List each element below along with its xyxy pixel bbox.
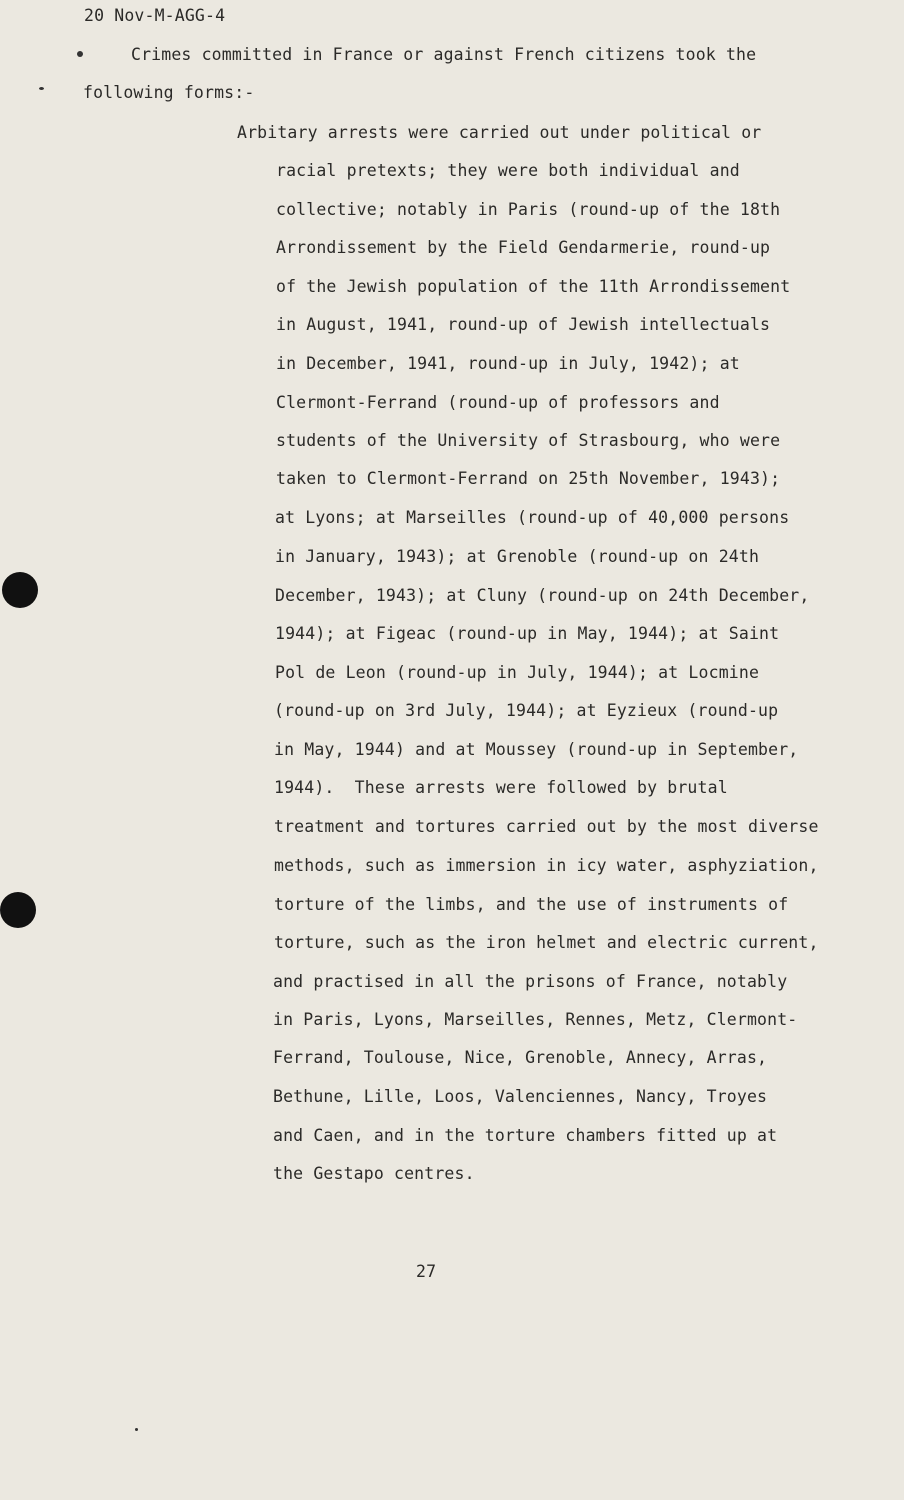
body-line: and practised in all the prisons of France, notably [273, 972, 788, 991]
body-line: (round-up on 3rd July, 1944); at Eyzieux (round-up [274, 701, 779, 720]
body-line: students of the University of Strasbourg, who were [276, 431, 781, 450]
punch-hole-top [2, 572, 38, 608]
body-line: Clermont-Ferrand (round-up of professors and [276, 393, 720, 412]
page-number: 27 [416, 1262, 437, 1281]
body-line: treatment and tortures carried out by the most diverse [274, 817, 819, 836]
body-line: the Gestapo centres. [273, 1164, 475, 1183]
intro-line: following forms:- [83, 83, 255, 102]
body-line: 1944). These arrests were followed by brutal [274, 778, 728, 797]
body-line: in December, 1941, round-up in July, 1942); at [276, 354, 740, 373]
body-line: in Paris, Lyons, Marseilles, Rennes, Metz, Clermont- [273, 1010, 798, 1029]
body-line: December, 1943); at Cluny (round-up on 24th December, [275, 586, 810, 605]
body-line: at Lyons; at Marseilles (round-up of 40,000 persons [275, 508, 790, 527]
ink-speck [135, 1428, 138, 1431]
body-line: in May, 1944) and at Moussey (round-up in September, [274, 740, 799, 759]
intro-line: Crimes committed in France or against French citizens took the [131, 45, 757, 64]
body-line: methods, such as immersion in icy water, asphyziation, [274, 856, 819, 875]
body-line: in January, 1943); at Grenoble (round-up on 24th [275, 547, 760, 566]
body-line: Ferrand, Toulouse, Nice, Grenoble, Annecy, Arras, [273, 1048, 768, 1067]
body-line: and Caen, and in the torture chambers fitted up at [273, 1126, 778, 1145]
ink-speck [39, 87, 44, 90]
body-line: racial pretexts; they were both individual and [276, 161, 740, 180]
body-line: in August, 1941, round-up of Jewish intellectuals [276, 315, 771, 334]
document-reference: 20 Nov-M-AGG-4 [84, 6, 226, 25]
body-line: 1944); at Figeac (round-up in May, 1944); at Saint [275, 624, 780, 643]
body-line: torture, such as the iron helmet and electric current, [274, 933, 819, 952]
body-line: Arrondissement by the Field Gendarmerie, round-up [276, 238, 771, 257]
body-line: Arbitary arrests were carried out under political or [237, 123, 762, 142]
body-line: collective; notably in Paris (round-up of the 18th [276, 200, 781, 219]
punch-hole-bottom [0, 892, 36, 928]
body-line: taken to Clermont-Ferrand on 25th November, 1943); [276, 469, 781, 488]
body-line: of the Jewish population of the 11th Arrondissement [276, 277, 791, 296]
bullet-mark [77, 51, 83, 57]
body-line: torture of the limbs, and the use of instruments of [274, 895, 789, 914]
body-line: Pol de Leon (round-up in July, 1944); at Locmine [275, 663, 760, 682]
body-line: Bethune, Lille, Loos, Valenciennes, Nancy, Troyes [273, 1087, 768, 1106]
